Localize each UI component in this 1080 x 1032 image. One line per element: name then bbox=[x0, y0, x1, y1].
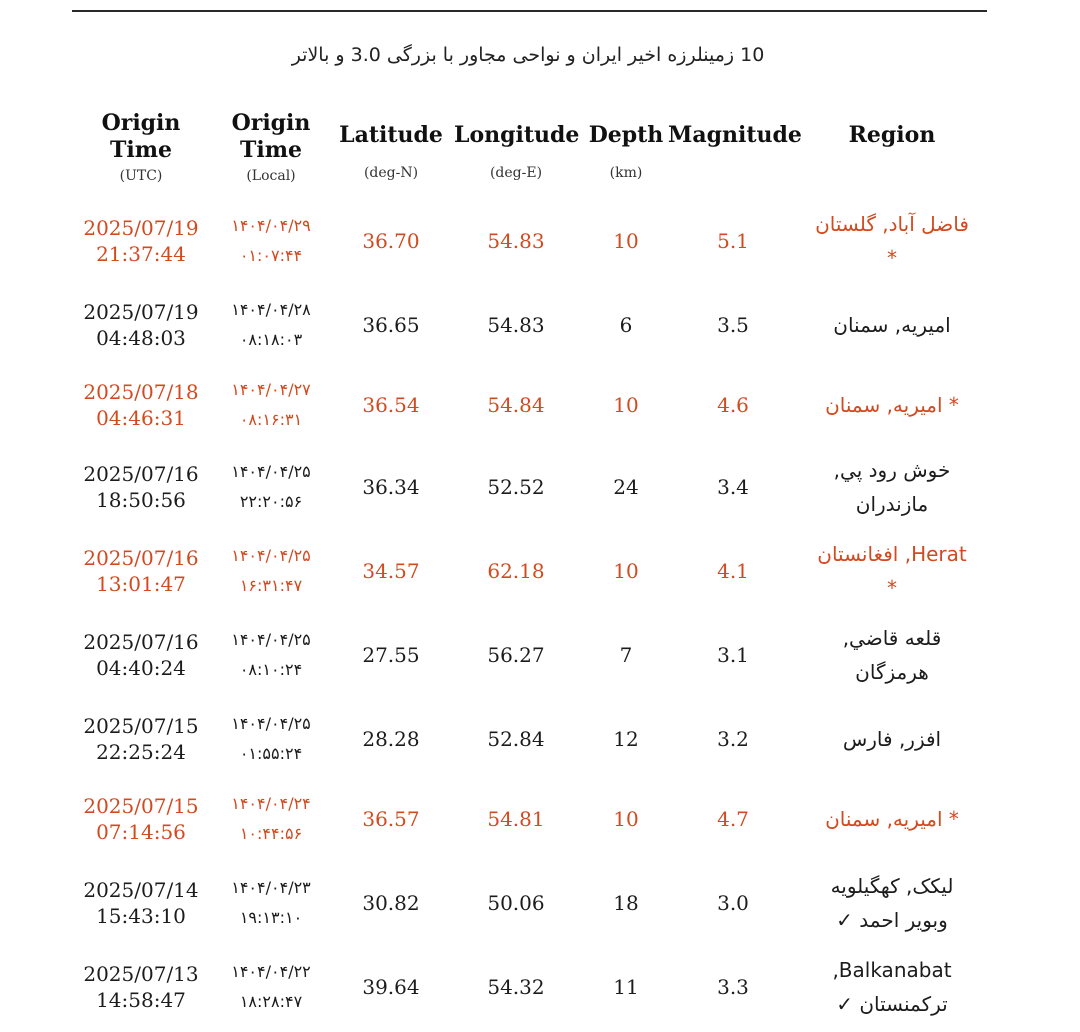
header-latitude bbox=[336, 110, 446, 183]
header-region bbox=[800, 110, 984, 149]
origin-time-utc-cell bbox=[68, 446, 214, 528]
origin-time-local-cell bbox=[196, 284, 346, 366]
origin-time-local-cell bbox=[196, 946, 346, 1028]
region-cell bbox=[800, 530, 984, 612]
header-origin-time-utc bbox=[68, 110, 214, 186]
local-time: ۰۱:۰۷:۴۴ bbox=[239, 246, 303, 265]
header-latitude-label: Latitude bbox=[339, 122, 443, 148]
origin-time-local-cell bbox=[196, 200, 346, 282]
local-date: ۱۴۰۴/۰۴/۲۵ bbox=[231, 630, 311, 649]
table-row bbox=[0, 284, 1080, 366]
header-longitude-unit: (deg-E) bbox=[489, 165, 543, 181]
local-date: ۱۴۰۴/۰۴/۲۹ bbox=[231, 216, 311, 235]
header-local-line1: Origin bbox=[231, 110, 311, 136]
origin-time-utc-cell bbox=[68, 778, 214, 860]
latitude-cell: 30.82 bbox=[362, 891, 420, 915]
region-line1: Herat, افغانستان bbox=[817, 542, 967, 566]
header-utc-line2: Time bbox=[109, 137, 172, 163]
local-date: ۱۴۰۴/۰۴/۲۲ bbox=[231, 962, 311, 981]
longitude-cell: 54.81 bbox=[487, 807, 545, 831]
header-utc-line1: Origin bbox=[101, 110, 181, 136]
magnitude-cell: 4.1 bbox=[717, 559, 749, 583]
local-time: ۱۸:۲۸:۴۷ bbox=[239, 992, 303, 1011]
utc-time: 15:43:10 bbox=[96, 904, 186, 928]
local-time: ۰۸:۱۰:۲۴ bbox=[239, 660, 303, 679]
origin-time-utc-cell bbox=[68, 862, 214, 944]
magnitude-cell: 4.6 bbox=[717, 393, 749, 417]
region-cell bbox=[800, 284, 984, 366]
region-cell bbox=[800, 446, 984, 528]
local-time: ۲۲:۲۰:۵۶ bbox=[239, 492, 303, 511]
utc-date: 2025/07/16 bbox=[83, 546, 199, 570]
utc-date: 2025/07/19 bbox=[83, 300, 199, 324]
latitude-cell: 27.55 bbox=[362, 643, 420, 667]
header-origin-time-local bbox=[196, 110, 346, 186]
local-time: ۰۸:۱۶:۳۱ bbox=[239, 410, 303, 429]
local-time: ۰۱:۵۵:۲۴ bbox=[239, 744, 303, 763]
magnitude-cell: 3.4 bbox=[717, 475, 749, 499]
depth-cell: 18 bbox=[613, 891, 639, 915]
utc-date: 2025/07/15 bbox=[83, 714, 199, 738]
latitude-cell: 36.57 bbox=[362, 807, 420, 831]
utc-time: 04:48:03 bbox=[96, 326, 186, 350]
header-local-line2: Time bbox=[239, 137, 302, 163]
latitude-cell: 36.70 bbox=[362, 229, 420, 253]
longitude-cell: 54.83 bbox=[487, 229, 545, 253]
region-line2: ترکمنستان ✓ bbox=[836, 992, 948, 1016]
depth-cell: 10 bbox=[613, 393, 639, 417]
utc-time: 14:58:47 bbox=[96, 988, 186, 1012]
depth-cell: 10 bbox=[613, 229, 639, 253]
top-divider bbox=[72, 10, 987, 12]
magnitude-cell: 3.5 bbox=[717, 313, 749, 337]
origin-time-local-cell bbox=[196, 862, 346, 944]
header-latitude-unit: (deg-N) bbox=[363, 165, 419, 181]
local-time: ۰۸:۱۸:۰۳ bbox=[239, 330, 303, 349]
utc-time: 13:01:47 bbox=[96, 572, 186, 596]
region-cell bbox=[800, 614, 984, 696]
region-line1: ليکک, کهگيلويه bbox=[830, 874, 954, 898]
utc-date: 2025/07/16 bbox=[83, 630, 199, 654]
region-cell bbox=[800, 200, 984, 282]
local-date: ۱۴۰۴/۰۴/۲۴ bbox=[231, 794, 311, 813]
header-magnitude-label: Magnitude bbox=[668, 122, 802, 148]
longitude-cell: 56.27 bbox=[487, 643, 545, 667]
origin-time-utc-cell bbox=[68, 284, 214, 366]
local-date: ۱۴۰۴/۰۴/۲۵ bbox=[231, 714, 311, 733]
table-row bbox=[0, 946, 1080, 1028]
local-time: ۱۹:۱۳:۱۰ bbox=[239, 908, 303, 927]
depth-cell: 12 bbox=[613, 727, 639, 751]
longitude-cell: 54.83 bbox=[487, 313, 545, 337]
latitude-cell: 36.54 bbox=[362, 393, 420, 417]
header-magnitude bbox=[668, 110, 802, 149]
longitude-cell: 54.32 bbox=[487, 975, 545, 999]
utc-date: 2025/07/19 bbox=[83, 216, 199, 240]
origin-time-utc-cell bbox=[68, 364, 214, 446]
magnitude-cell: 3.2 bbox=[717, 727, 749, 751]
origin-time-local-cell bbox=[196, 698, 346, 780]
origin-time-utc-cell bbox=[68, 614, 214, 696]
local-date: ۱۴۰۴/۰۴/۲۸ bbox=[231, 300, 311, 319]
utc-time: 04:40:24 bbox=[96, 656, 186, 680]
region-line1: * اميريه, سمنان bbox=[825, 807, 959, 831]
longitude-cell: 52.84 bbox=[487, 727, 545, 751]
utc-time: 21:37:44 bbox=[96, 242, 186, 266]
utc-time: 07:14:56 bbox=[96, 820, 186, 844]
origin-time-local-cell bbox=[196, 530, 346, 612]
region-line2: مازندران bbox=[855, 492, 929, 516]
region-line1: افزر, فارس bbox=[842, 727, 942, 751]
header-region-label: Region bbox=[848, 122, 936, 148]
header-longitude-label: Longitude bbox=[454, 122, 580, 148]
latitude-cell: 34.57 bbox=[362, 559, 420, 583]
table-row bbox=[0, 446, 1080, 528]
region-line2: * bbox=[887, 246, 897, 270]
local-date: ۱۴۰۴/۰۴/۲۷ bbox=[231, 380, 311, 399]
header-longitude bbox=[454, 110, 578, 183]
origin-time-local-cell bbox=[196, 614, 346, 696]
longitude-cell: 50.06 bbox=[487, 891, 545, 915]
region-cell bbox=[800, 946, 984, 1028]
table-row bbox=[0, 698, 1080, 780]
latitude-cell: 39.64 bbox=[362, 975, 420, 999]
region-line2: وبوير احمد ✓ bbox=[836, 908, 948, 932]
origin-time-local-cell bbox=[196, 446, 346, 528]
utc-time: 04:46:31 bbox=[96, 406, 186, 430]
latitude-cell: 28.28 bbox=[362, 727, 420, 751]
table-row bbox=[0, 778, 1080, 860]
longitude-cell: 54.84 bbox=[487, 393, 545, 417]
region-line2: * bbox=[886, 576, 897, 600]
depth-cell: 24 bbox=[613, 475, 639, 499]
origin-time-local-cell bbox=[196, 778, 346, 860]
origin-time-utc-cell bbox=[68, 200, 214, 282]
magnitude-cell: 3.3 bbox=[717, 975, 749, 999]
region-cell bbox=[800, 862, 984, 944]
header-utc-unit: (UTC) bbox=[119, 168, 163, 184]
depth-cell: 6 bbox=[619, 313, 633, 337]
local-time: ۱۰:۴۴:۵۶ bbox=[239, 824, 303, 843]
region-line1: خوش رود پي, bbox=[833, 458, 951, 482]
region-line1: اميريه, سمنان bbox=[833, 313, 951, 337]
region-cell bbox=[800, 778, 984, 860]
region-line1: Balkanabat, bbox=[832, 958, 952, 982]
header-depth bbox=[586, 110, 666, 183]
header-local-unit: (Local) bbox=[246, 168, 296, 184]
local-date: ۱۴۰۴/۰۴/۲۵ bbox=[231, 462, 311, 481]
local-time: ۱۶:۳۱:۴۷ bbox=[239, 576, 303, 595]
local-date: ۱۴۰۴/۰۴/۲۵ bbox=[231, 546, 311, 565]
local-date: ۱۴۰۴/۰۴/۲۳ bbox=[231, 878, 311, 897]
utc-time: 18:50:56 bbox=[96, 488, 186, 512]
region-line1: قلعه قاضي, bbox=[842, 626, 942, 650]
depth-cell: 10 bbox=[613, 559, 639, 583]
origin-time-local-cell bbox=[196, 364, 346, 446]
utc-time: 22:25:24 bbox=[96, 740, 186, 764]
utc-date: 2025/07/16 bbox=[83, 462, 199, 486]
region-line1: فاضل آباد, گلستان bbox=[815, 212, 969, 236]
depth-cell: 10 bbox=[613, 807, 639, 831]
depth-cell: 11 bbox=[613, 975, 639, 999]
latitude-cell: 36.65 bbox=[362, 313, 420, 337]
utc-date: 2025/07/15 bbox=[83, 794, 199, 818]
origin-time-utc-cell bbox=[68, 946, 214, 1028]
region-line1: * اميريه, سمنان bbox=[825, 393, 959, 417]
table-row bbox=[0, 614, 1080, 696]
region-line2: هرمزگان bbox=[855, 660, 929, 684]
utc-date: 2025/07/18 bbox=[83, 380, 199, 404]
magnitude-cell: 3.1 bbox=[717, 643, 749, 667]
utc-date: 2025/07/14 bbox=[83, 878, 199, 902]
magnitude-cell: 5.1 bbox=[717, 229, 749, 253]
utc-date: 2025/07/13 bbox=[83, 962, 199, 986]
origin-time-utc-cell bbox=[68, 698, 214, 780]
longitude-cell: 62.18 bbox=[487, 559, 545, 583]
magnitude-cell: 3.0 bbox=[717, 891, 749, 915]
depth-cell: 7 bbox=[619, 643, 633, 667]
header-depth-label: Depth bbox=[588, 122, 664, 148]
table-row bbox=[0, 364, 1080, 446]
magnitude-cell: 4.7 bbox=[717, 807, 749, 831]
latitude-cell: 36.34 bbox=[362, 475, 420, 499]
region-cell bbox=[800, 698, 984, 780]
longitude-cell: 52.52 bbox=[487, 475, 545, 499]
origin-time-utc-cell bbox=[68, 530, 214, 612]
page-title: 10 زمینلرزه اخیر ایران و نواحی مجاور با بزرگی 3.0 و بالاتر bbox=[291, 44, 765, 66]
table-row bbox=[0, 530, 1080, 612]
region-cell bbox=[800, 364, 984, 446]
header-depth-unit: (km) bbox=[609, 165, 643, 181]
table-row bbox=[0, 200, 1080, 282]
table-row bbox=[0, 862, 1080, 944]
